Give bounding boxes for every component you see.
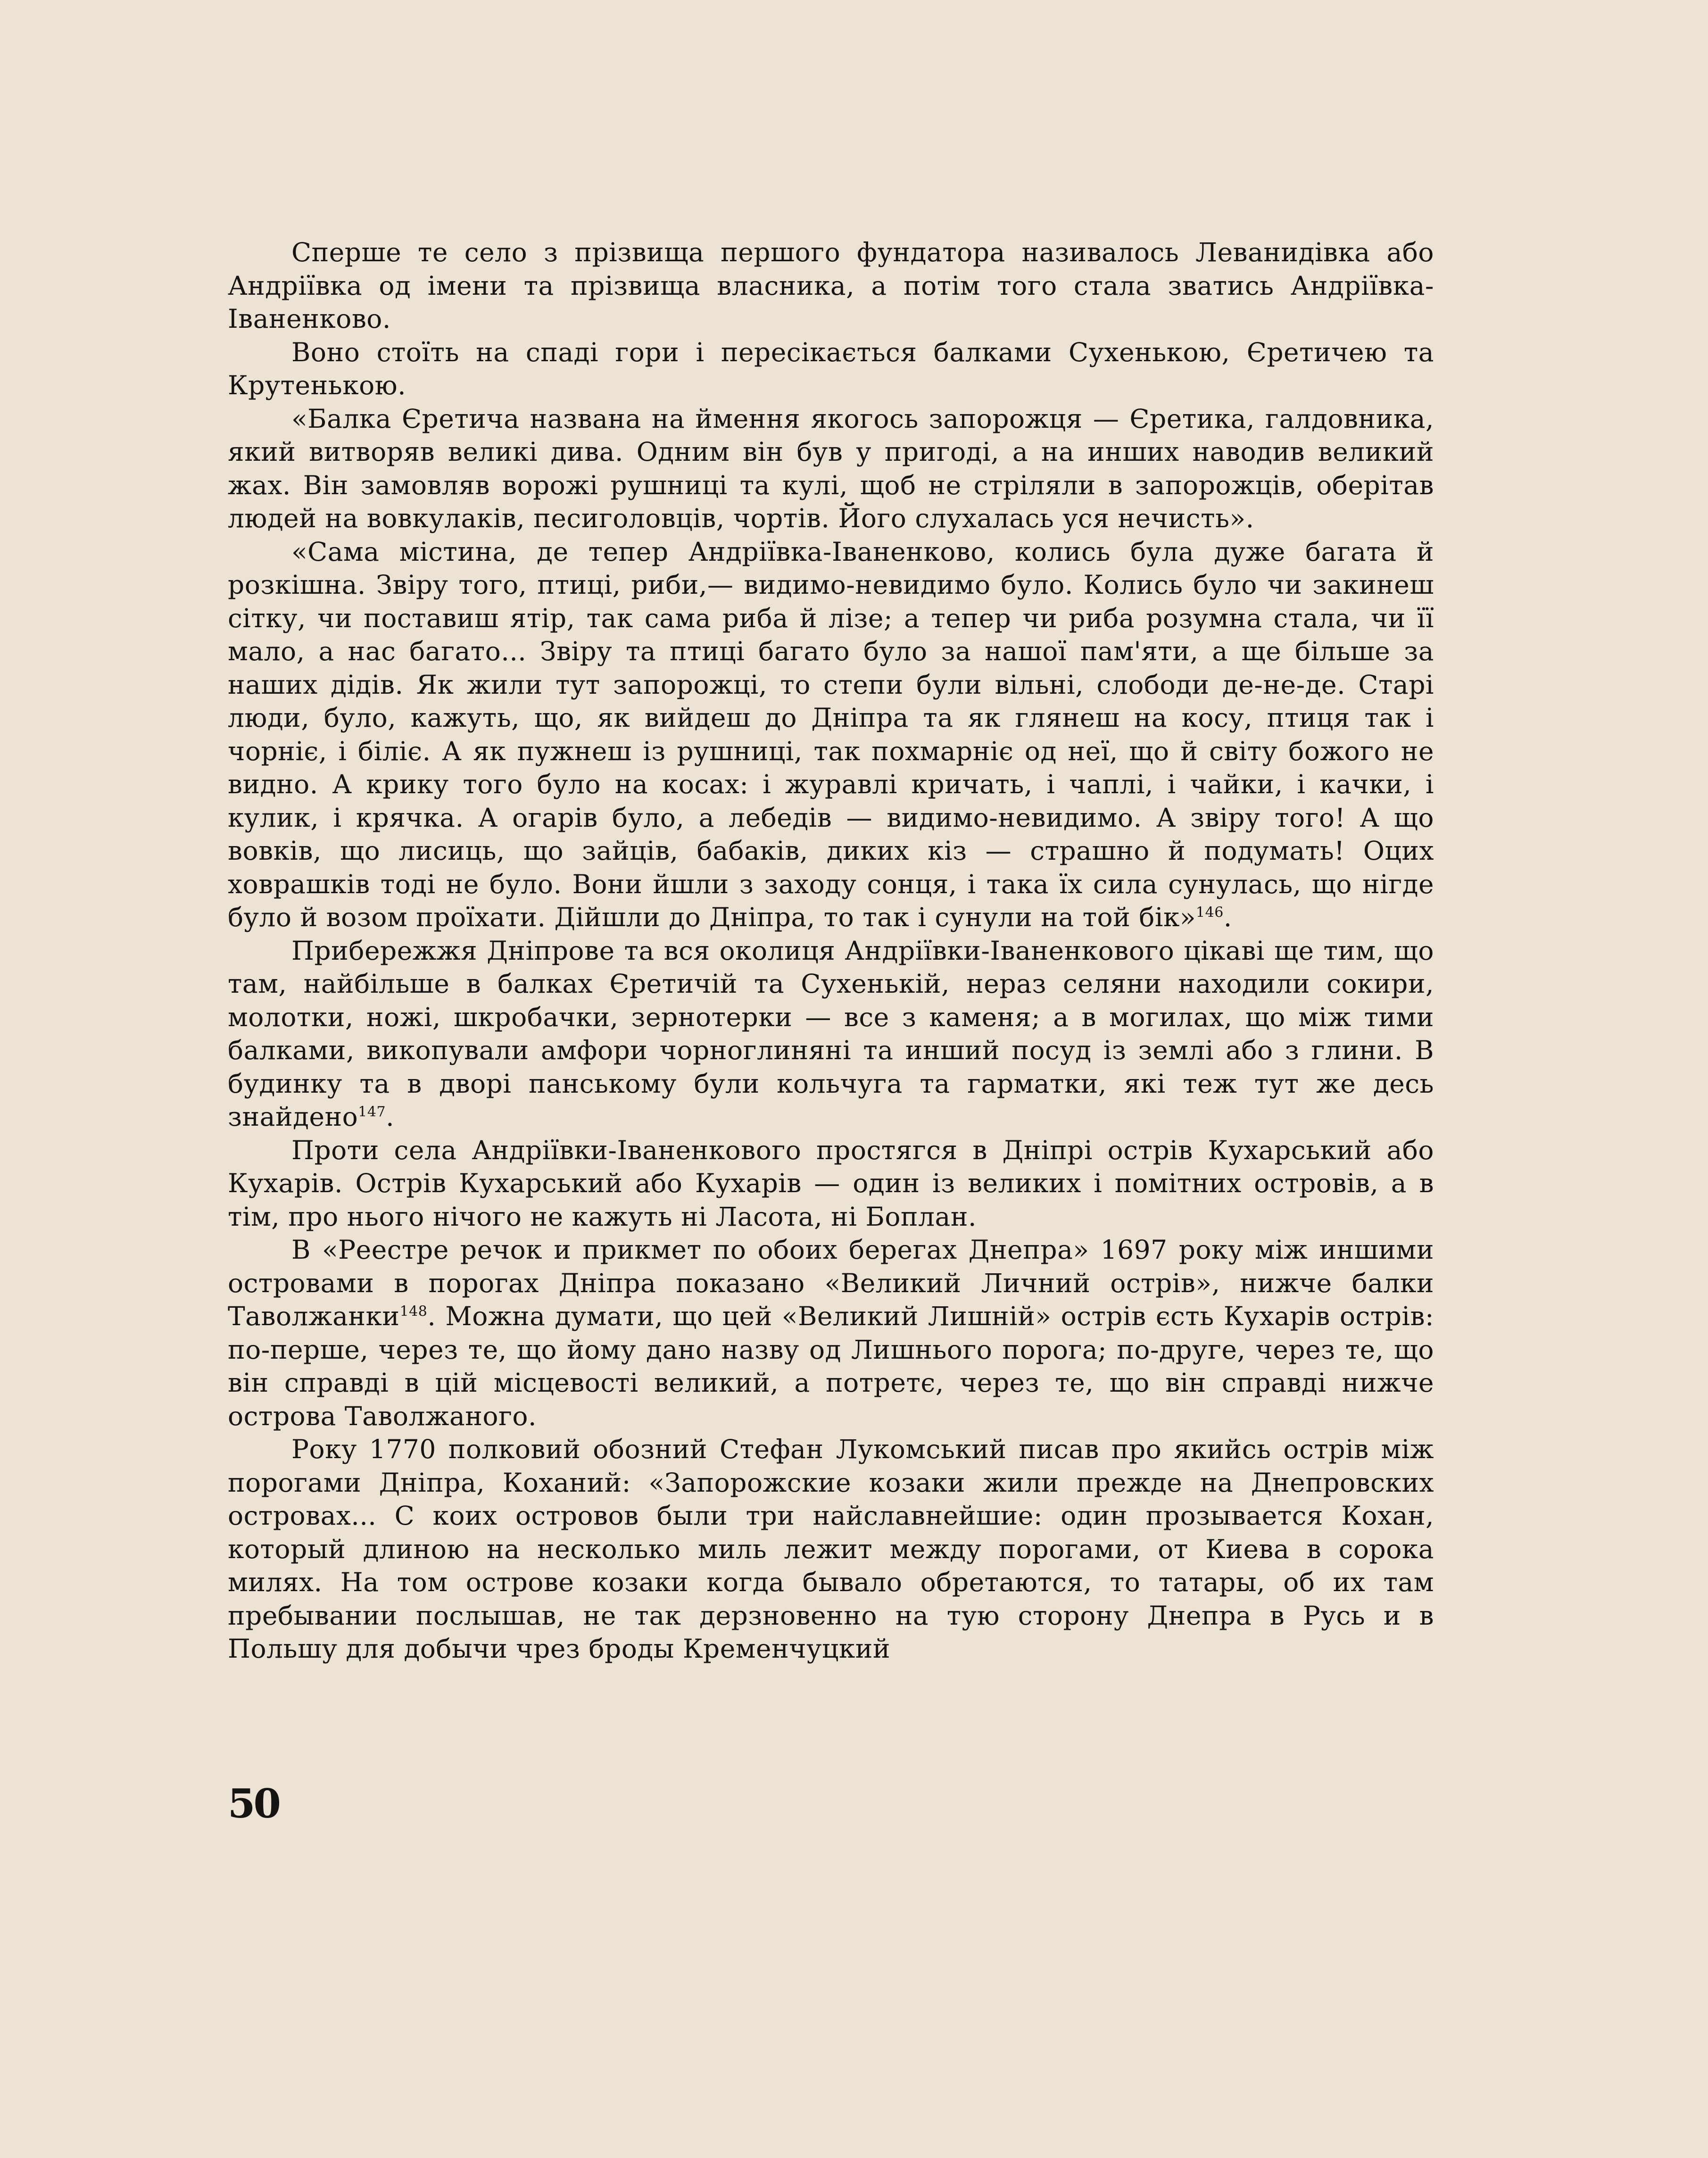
paragraph: Прибережжя Дніпрове та вся околиця Андріївки-Іваненкового цікаві ще тим, що там, найбільше в балках Єретичій та Сухенькій, нераз селяни находили сокири, молотки, ножі, шкробачки, зернотерки — все з каменя; а в могилах, що між тими балками, викопували амфори чорноглиняні та инший посуд із землі або з глини. В будинку та в дворі панському були кольчуга та гарматки, які теж тут же десь знайдено$^{147}$. <box>228 935 1434 1132</box>
paragraph-text: В «Реестре речок и прикмет по обоих берегах Днепра» 1697 року між иншими островами в порогах Дніпра показано «Великий Личний острів», нижче балки Таволжанки <box>228 1235 1434 1331</box>
footnote-marker: 147 <box>358 1104 386 1120</box>
paragraph-text: «Сама містина, де тепер Андріївка-Іваненково, колись була дуже багата й розкішна. Звіру того, птиці, риби,— видимо-невидимо було. Колись було чи закинеш сітку, чи поставиш ятір, так сама риба й лізе; а тепер чи риба розумна стала, чи її мало, а нас багато... Звіру та птиці багато було за нашої пам'яти, а ще більше за наших дідів. Як жили тут запорожці, то степи були вільні, слободи де-не-де. Старі люди, було, кажуть, що, як вийдеш до Дніпра та як глянеш на косу, птиця так і чорніє, і біліє. А як пужнеш із рушниці, так похмарніє од неї, що й світу божого не видно. А крику того було на косах: і журавлі кричать, і чаплі, і чайки, і качки, і кулик, і крячка. А огарів було, а лебедів — видимо-невидимо. А звіру того! А що вовків, що лисиць, що зайців, бабаків, диких кіз — страшно й подумать! Оцих ховрашків тоді не було. Вони йшли з заходу сонця, і така їх сила сунулась, що нігде було й возом проїхати. Дійшли до Дніпра, то так і сунули на той бік» <box>228 536 1434 932</box>
paragraph <box>228 336 1434 402</box>
paragraph-text-continued: Можна думати, що цей «Великий Лишній» острів єсть Кухарів острів: по-перше, через те, що йому дано назву од Лишнього порога; по-друге, через те, що він справді в цій місцевості великий, а потретє, через те, що він справді нижче острова Таволжаного. <box>228 1301 1434 1431</box>
paragraph-text: Воно стоїть на спаді гори і пересікається балками Сухенькою, Єретичею та Крутенькою. <box>228 337 1434 400</box>
paragraph-text: «Балка Єретича названа на ймення якогось запорожця — Єретика, галдовника, який витворяв великі дива. Одним він був у пригоді, а на инших наводив великий жах. Він замовляв ворожі рушниці та кулі, щоб не стріляли в запорожців, оберітав людей на вовкулаків, песиголовців, чортів. Його слухалась уся нечисть». <box>228 403 1434 533</box>
page-number: 50 <box>228 1780 279 1827</box>
paragraph <box>228 1134 1434 1234</box>
paragraph: В «Реестре речок и прикмет по обоих берегах Днепра» 1697 року між иншими островами в порогах Дніпра показано «Великий Личний острів», нижче балки Таволжанки$^{148}$. Можна думати, що цей «Великий Лишній» острів єсть Кухарів острів: по-перше, через те, що йому дано назву од Лишнього порога; по-друге, через те, що він справді в цій місцевості великий, а потретє, через те, що він справді нижче острова Таволжаного. <box>228 1235 1434 1431</box>
paragraph <box>228 402 1434 535</box>
footnote-marker: 146 <box>1196 904 1224 921</box>
paragraph-text: Року 1770 полковий обозний Стефан Лукомський писав про якийсь острів між порогами Дніпра, Коханий: «Запорожские козаки жили прежде на Днепровских островах... С коих островов были три найславнейшие: один прозывается Кохан, который длиною на несколько миль лежит между порогами, от Киева в сорока милях. На том острове козаки когда бывало обретаются, то татары, об их там пребывании послышав, не так дерзновенно на тую сторону Днепра в Русь и в Польшу для добычи чрез броды Кременчуцкий <box>228 1434 1434 1664</box>
paragraph-text: Сперше те село з прізвища першого фундатора називалось Леванидівка або Андріївка од імени та прізвища власника, а потім того стала зватись Андріївка-Іваненково. <box>228 237 1434 334</box>
paragraph-text: Проти села Андріївки-Іваненкового простягся в Дніпрі острів Кухарський або Кухарів. Острів Кухарський або Кухарів — один із великих і помітних островів, а в тім, про нього нічого не кажуть ні Ласота, ні Боплан. <box>228 1135 1434 1232</box>
paragraph: «Сама містина, де тепер Андріївка-Іваненково, колись була дуже багата й розкішна. Звіру того, птиці, риби,— видимо-невидимо було. Колись було чи закинеш сітку, чи поставиш ятір, так сама риба й лізе; а тепер чи риба розумна стала, чи її мало, а нас багато... Звіру та птиці багато було за нашої пам'яти, а ще більше за наших дідів. Як жили тут запорожці, то степи були вільні, слободи де-не-де. Старі люди, було, кажуть, що, як вийдеш до Дніпра та як глянеш на косу, птиця так і чорніє, і біліє. А як пужнеш із рушниці, так похмарніє од неї, що й світу божого не видно. А крику того було на косах: і журавлі кричать, і чаплі, і чайки, і качки, і кулик, і крячка. А огарів було, а лебедів — видимо-невидимо. А звіру того! А що вовків, що лисиць, що зайців, бабаків, диких кіз — страшно й подумать! Оцих ховрашків тоді не було. Вони йшли з заходу сонця, і така їх сила сунулась, що нігде було й возом проїхати. Дійшли до Дніпра, то так і сунули на той бік»$^{146}$. <box>228 536 1434 932</box>
paragraph <box>228 236 1434 336</box>
paragraph <box>228 1433 1434 1666</box>
footnote-marker: 148 <box>399 1303 428 1320</box>
body-text <box>228 236 1434 1666</box>
paragraph-text: Прибережжя Дніпрове та вся околиця Андріївки-Іваненкового цікаві ще тим, що там, найбільше в балках Єретичій та Сухенькій, нераз селяни находили сокири, молотки, ножі, шкробачки, зернотерки — все з каменя; а в могилах, що між тими балками, викопували амфори чорноглиняні та инший посуд із землі або з глини. В будинку та в дворі панському були кольчуга та гарматки, які теж тут же десь знайдено <box>228 935 1434 1132</box>
